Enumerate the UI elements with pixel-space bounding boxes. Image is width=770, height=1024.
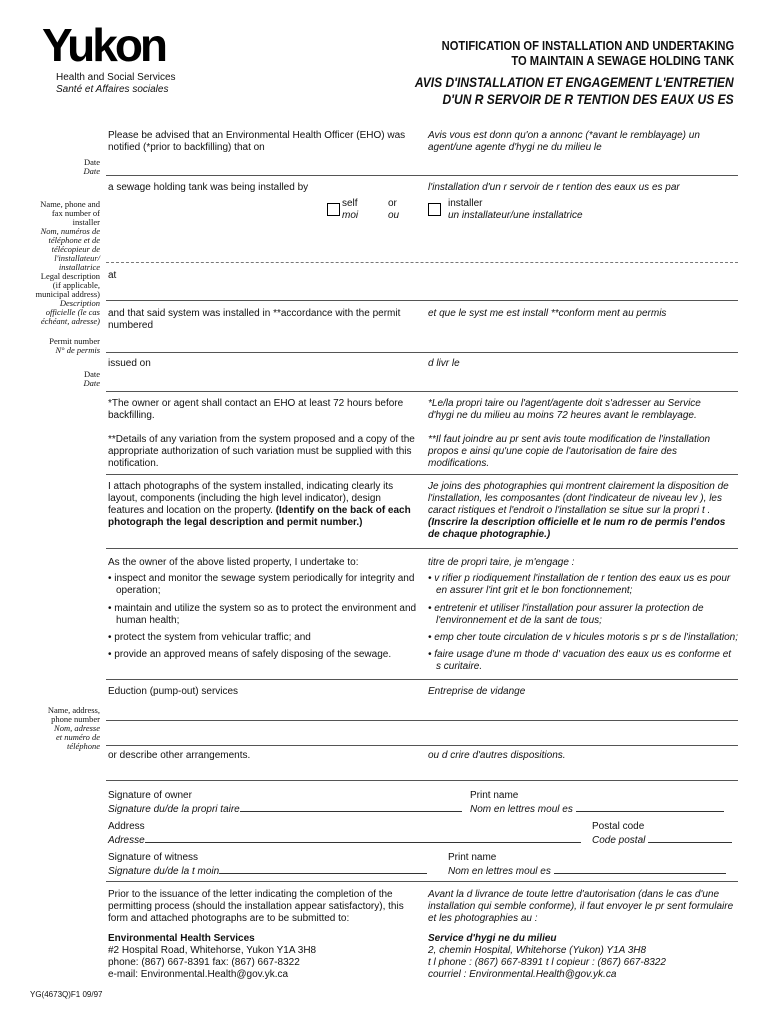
photo-instructions-fr	[428, 481, 748, 541]
line: notification.	[108, 458, 159, 469]
label-fr: officielle (le cas	[45, 307, 100, 317]
line: l'environnement et de la sant de tous;	[436, 615, 602, 626]
line: • inspect and monitor the sewage system periodically for integrity and	[108, 573, 415, 584]
label-en: Signature of owner	[108, 790, 192, 801]
details-note-en	[108, 434, 418, 470]
department-fr: Santé et Affaires sociales	[56, 84, 169, 95]
address-field[interactable]	[108, 821, 581, 847]
or-text	[388, 198, 399, 222]
witness-signature-field[interactable]	[108, 852, 427, 878]
print-name-line[interactable]	[576, 802, 724, 812]
line: appropriate authorization of such variation must be supplied with this	[108, 446, 412, 457]
divider	[106, 548, 738, 549]
line: notified (*prior to backfilling) that on	[108, 142, 265, 153]
line: modifications.	[428, 458, 490, 469]
department-en: Health and Social Services	[56, 72, 176, 83]
postal-code-field[interactable]	[592, 821, 732, 847]
bullet-maintain-fr	[428, 603, 748, 627]
office-phone: phone: (867) 667-8391 fax: (867) 667-8322	[108, 957, 300, 968]
line: Avant la d livrance de toute lettre d'autorisation (dans le cas d'une	[428, 889, 720, 900]
signature-line[interactable]	[219, 864, 427, 874]
divider	[106, 474, 738, 475]
notified-text-fr	[428, 130, 748, 154]
bullet-inspect-en	[108, 573, 418, 597]
installer-checkbox[interactable]	[428, 203, 441, 216]
label-en: installer	[72, 217, 100, 227]
legal-description-label	[8, 272, 100, 326]
installer-option	[448, 198, 583, 222]
line: I attach photographs of the system installed, indicating clearly its	[108, 481, 394, 492]
line: features and location on the property.	[108, 505, 273, 516]
line: backfilling.	[108, 410, 155, 421]
bullet-protect-en: • protect the system from vehicular traffic; and	[108, 632, 311, 643]
bullet-dispose-fr	[428, 649, 748, 673]
label-fr: Date	[83, 166, 100, 176]
label-fr: télécopieur de	[51, 244, 100, 254]
self-checkbox[interactable]	[327, 203, 340, 216]
submission-note-fr	[428, 889, 748, 925]
address-line[interactable]	[145, 833, 581, 843]
label-fr: Date	[83, 378, 100, 388]
label-en: Legal description	[40, 271, 100, 281]
label-en: Address	[108, 821, 145, 832]
line: d'hygi ne du milieu au moins 72 heures avant le remblayage.	[428, 410, 697, 421]
line: propos e ainsi qu'une copie de l'autorisation de faire des	[428, 446, 677, 457]
option-en: self	[342, 198, 358, 209]
label-en: Name, address,	[47, 705, 100, 715]
label-fr: Nom, adresse	[54, 723, 100, 733]
or-en: or	[388, 198, 397, 209]
office-address: 2, chemin Hospital, Whitehorse (Yukon) Y1A 3H8	[428, 945, 647, 956]
line: caract ristiques et l'endroit o l'installation se situe sur la propri t .	[428, 505, 711, 516]
form-code: YG(4673Q)F1 09/97	[30, 990, 103, 999]
option-fr: un installateur/une installatrice	[448, 210, 583, 221]
line-bold: (Inscrire la description officielle et le num ro de permis l'endos	[428, 517, 726, 528]
installed-by-en: a sewage holding tank was being installed by	[108, 182, 309, 193]
label-fr: Signature du/de la t moin	[108, 866, 220, 877]
label-fr: échéant, adresse)	[40, 316, 100, 326]
label-en: Date	[83, 369, 100, 379]
label-fr: l'installateur/	[54, 253, 100, 263]
or-fr: ou	[388, 210, 400, 221]
line: permitting process (should the installation appear satisfactory), this	[108, 901, 404, 912]
date-label	[8, 158, 100, 176]
label-fr: Nom, numéros de	[40, 226, 100, 236]
line: installation qui semble conforme), il faut envoyer le pr sent formulaire	[428, 901, 734, 912]
label-fr: Signature du/de la propri taire	[108, 804, 240, 815]
divider	[106, 881, 738, 882]
line: *Le/la propri taire ou l'agent/agente doit s'adresser au Service	[428, 398, 701, 409]
office-address: #2 Hospital Road, Whitehorse, Yukon Y1A 3H8	[108, 945, 317, 956]
label-en: phone number	[51, 714, 100, 724]
line: Avis vous est donn qu'on a annonc (*avant le remblayage) un	[428, 130, 700, 141]
office-contact-fr	[428, 933, 748, 981]
installer-label	[8, 200, 100, 272]
line: human health;	[116, 615, 180, 626]
yukon-logo: Yukon	[42, 19, 166, 71]
department-name	[56, 72, 176, 96]
installed-by-fr: l'installation d'un r servoir de r tention des eaux us es par	[428, 182, 680, 193]
permit-number-label	[8, 337, 100, 355]
label-en: Postal code	[592, 821, 645, 832]
owner-print-name-field[interactable]	[470, 790, 724, 816]
line: and that said system was installed in **accordance with the permit	[108, 308, 401, 319]
label-fr: téléphone et de	[48, 235, 100, 245]
label-fr: N° de permis	[55, 345, 100, 355]
office-contact-en	[108, 933, 418, 981]
owner-note-en	[108, 398, 418, 422]
owner-signature-field[interactable]	[108, 790, 462, 816]
office-phone: t l phone : (867) 667-8391 t l copieur : (867) 667-8322	[428, 957, 666, 968]
line: Je joins des photographies qui montrent clairement la disposition de	[428, 481, 729, 492]
label-fr: Nom en lettres moul es	[448, 866, 551, 877]
label-en: Print name	[448, 852, 497, 863]
line: • entretenir et utiliser l'installation pour assurer la protection de	[428, 603, 704, 614]
line: l'installation, les composantes (dont l'indicateur de niveau lev ), les	[428, 493, 722, 504]
title-fr-line1: AVIS D'INSTALLATION ET ENGAGEMENT L'ENTRETIEN	[415, 74, 734, 90]
office-name: Environmental Health Services	[108, 933, 255, 944]
label-en: municipal address)	[35, 289, 100, 299]
bullet-protect-fr: • emp cher toute circulation de v hicules motoris s pr s de l'installation;	[428, 632, 738, 643]
label-fr: Adresse	[108, 835, 145, 846]
line: Prior to the issuance of the letter indicating the completion of the	[108, 889, 393, 900]
label-fr: et numéro de	[55, 732, 100, 742]
pump-out-label	[8, 706, 100, 751]
option-en: installer	[448, 198, 483, 209]
line: • faire usage d'une m thode d' vacuation des eaux us es conforme et	[428, 649, 732, 660]
label-fr: Code postal	[592, 835, 646, 846]
line: agent/une agente d'hygi ne du milieu le	[428, 142, 602, 153]
issued-date-label	[8, 370, 100, 388]
label-en: Name, phone and	[40, 199, 100, 209]
line: operation;	[116, 585, 161, 596]
bullet-dispose-en: • provide an approved means of safely disposing of the sewage.	[108, 649, 392, 660]
issued-field-line[interactable]	[106, 391, 738, 392]
legal-field-line[interactable]	[106, 300, 738, 301]
label-fr: installatrice	[58, 262, 100, 272]
line: **Details of any variation from the system proposed and a copy of the	[108, 434, 415, 445]
pump-out-fr: Entreprise de vidange	[428, 686, 526, 697]
notified-text-en	[108, 130, 408, 154]
label-en: Signature of witness	[108, 852, 199, 863]
submission-note-en	[108, 889, 418, 925]
line-bold: photograph the legal description and permit number.)	[108, 517, 363, 528]
issued-on-en: issued on	[108, 358, 151, 369]
form-title-fr	[415, 74, 734, 108]
line-bold: de chaque photographie.)	[428, 529, 551, 540]
line: numbered	[108, 320, 154, 331]
undertake-heading-en: As the owner of the above listed property, I undertake to:	[108, 557, 359, 568]
permit-field-line[interactable]	[106, 352, 738, 353]
option-fr: moi	[342, 210, 359, 221]
undertake-heading-fr: titre de propri taire, je m'engage :	[428, 557, 575, 568]
installer-field-line[interactable]	[106, 262, 738, 263]
line: *The owner or agent shall contact an EHO at least 72 hours before	[108, 398, 404, 409]
line: s curitaire.	[436, 661, 483, 672]
photo-instructions-en	[108, 481, 418, 529]
label-en: fax number of	[51, 208, 100, 218]
label-fr: téléphone	[66, 741, 100, 751]
details-note-fr	[428, 434, 748, 470]
title-fr-line2: D'UN R SERVOIR DE R TENTION DES EAUX US ES	[442, 91, 734, 107]
accordance-fr: et que le syst me est install **conform ment au permis	[428, 308, 667, 319]
office-email-link[interactable]: e-mail: Environmental.Health@gov.yk.ca	[108, 969, 289, 980]
label-fr: Nom en lettres moul es	[470, 804, 573, 815]
date-field-line[interactable]	[106, 175, 738, 176]
bullet-maintain-en	[108, 603, 418, 627]
divider	[106, 679, 738, 680]
line: **Il faut joindre au pr sent avis toute modification de l'installation	[428, 434, 711, 445]
title-en-line2: TO MAINTAIN A SEWAGE HOLDING TANK	[511, 53, 734, 68]
label-fr: Description	[59, 298, 100, 308]
label-en: (if applicable,	[52, 280, 100, 290]
issued-on-fr: d livr le	[428, 358, 460, 369]
label-en: Permit number	[49, 336, 100, 346]
signature-line[interactable]	[240, 802, 462, 812]
label-en: Print name	[470, 790, 519, 801]
self-option	[342, 198, 358, 222]
pump-out-field-line-2[interactable]	[106, 745, 738, 746]
label-en: Date	[83, 157, 100, 167]
office-name: Service d'hygi ne du milieu	[428, 933, 557, 944]
other-arrangements-fr: ou d crire d'autres dispositions.	[428, 750, 566, 761]
bullet-inspect-fr	[428, 573, 748, 597]
other-arrangements-field-line[interactable]	[106, 780, 738, 781]
line: form and attached photographs are to be submitted to:	[108, 913, 350, 924]
line: en assurer l'int grit et le bon fonctionnement;	[436, 585, 633, 596]
office-email-link[interactable]: courriel : Environmental.Health@gov.yk.ca	[428, 969, 617, 980]
accordance-en	[108, 308, 408, 332]
witness-print-name-field[interactable]	[448, 852, 726, 878]
line: layout, components (including the high level indicator), design	[108, 493, 381, 504]
print-name-line[interactable]	[554, 864, 726, 874]
pump-out-field-line-1[interactable]	[106, 720, 738, 721]
at-text: at	[108, 270, 117, 281]
owner-note-fr	[428, 398, 748, 422]
postal-code-line[interactable]	[648, 833, 732, 843]
pump-out-en: Eduction (pump-out) services	[108, 686, 239, 697]
form-title-en	[441, 38, 734, 68]
line: • v rifier p riodiquement l'installation de r tention des eaux us es pour	[428, 573, 731, 584]
line-bold: (Identify on the back of each	[275, 505, 411, 516]
other-arrangements-en: or describe other arrangements.	[108, 750, 251, 761]
line: Please be advised that an Environmental Health Officer (EHO) was	[108, 130, 406, 141]
line: et les photographies au :	[428, 913, 538, 924]
line: • maintain and utilize the system so as to protect the environment and	[108, 603, 417, 614]
title-en-line1: NOTIFICATION OF INSTALLATION AND UNDERTAKING	[441, 38, 734, 53]
